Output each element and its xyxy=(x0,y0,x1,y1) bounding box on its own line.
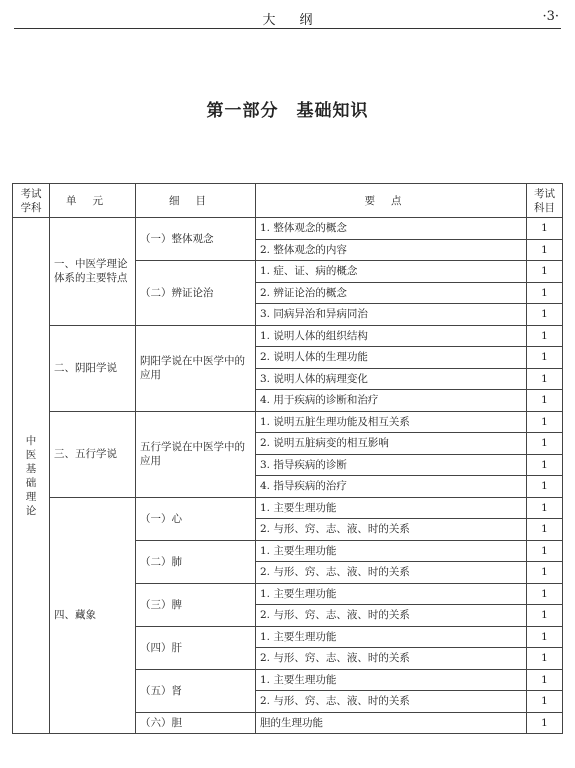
level-cell: 1 xyxy=(527,648,563,670)
level-cell: 1 xyxy=(527,562,563,584)
level-cell: 1 xyxy=(527,519,563,541)
unit-cell: 四、藏象 xyxy=(50,497,136,734)
point-cell: 1. 说明人体的组织结构 xyxy=(256,325,527,347)
unit-cell: 三、五行学说 xyxy=(50,411,136,497)
point-cell: 1. 主要生理功能 xyxy=(256,583,527,605)
level-cell: 1 xyxy=(527,282,563,304)
subject-char: 论 xyxy=(25,504,37,517)
header-points: 要点 xyxy=(256,184,527,218)
header-unit: 单元 xyxy=(50,184,136,218)
header-title: 大纲 xyxy=(262,13,337,28)
level-cell: 1 xyxy=(527,411,563,433)
point-cell: 1. 整体观念的概念 xyxy=(256,218,527,240)
point-cell: 2. 整体观念的内容 xyxy=(256,239,527,261)
point-cell: 1. 说明五脏生理功能及相互关系 xyxy=(256,411,527,433)
item-cell: （六）胆 xyxy=(136,712,256,734)
point-cell: 2. 说明人体的生理功能 xyxy=(256,347,527,369)
page-number: ·3· xyxy=(542,9,559,24)
unit-cell: 二、阴阳学说 xyxy=(50,325,136,411)
subject-char: 医 xyxy=(25,448,37,461)
subject-char: 中 xyxy=(25,434,37,447)
level-cell: 1 xyxy=(527,218,563,240)
level-cell: 1 xyxy=(527,239,563,261)
point-cell: 3. 指导疾病的诊断 xyxy=(256,454,527,476)
part-title: 第一部分 基础知识 xyxy=(206,101,369,121)
table-row xyxy=(13,411,563,433)
point-cell: 2. 说明五脏病变的相互影响 xyxy=(256,433,527,455)
point-cell: 4. 指导疾病的治疗 xyxy=(256,476,527,498)
point-cell: 1. 症、证、病的概念 xyxy=(256,261,527,283)
item-cell: （一）整体观念 xyxy=(136,218,256,261)
table-row xyxy=(13,325,563,347)
level-cell: 1 xyxy=(527,669,563,691)
item-cell: （二）肺 xyxy=(136,540,256,583)
header-subject: 考试 学科 xyxy=(13,184,50,218)
subject-char: 理 xyxy=(25,490,37,503)
point-cell: 2. 辨证论治的概念 xyxy=(256,282,527,304)
table-row xyxy=(13,218,563,240)
level-cell: 1 xyxy=(527,626,563,648)
point-cell: 胆的生理功能 xyxy=(256,712,527,734)
point-cell: 2. 与形、窍、志、液、时的关系 xyxy=(256,605,527,627)
level-cell: 1 xyxy=(527,712,563,734)
point-cell: 1. 主要生理功能 xyxy=(256,540,527,562)
level-cell: 1 xyxy=(527,261,563,283)
level-cell: 1 xyxy=(527,368,563,390)
level-cell: 1 xyxy=(527,433,563,455)
point-cell: 2. 与形、窍、志、液、时的关系 xyxy=(256,562,527,584)
item-cell: 五行学说在中医学中的应用 xyxy=(136,411,256,497)
level-cell: 1 xyxy=(527,476,563,498)
level-cell: 1 xyxy=(527,304,563,326)
subject-char: 基 xyxy=(25,462,37,475)
level-cell: 1 xyxy=(527,347,563,369)
item-cell: （五）肾 xyxy=(136,669,256,712)
level-cell: 1 xyxy=(527,497,563,519)
point-cell: 1. 主要生理功能 xyxy=(256,669,527,691)
subject-char: 础 xyxy=(25,476,37,489)
syllabus-table xyxy=(12,183,563,734)
header-level: 考试 科目 xyxy=(527,184,563,218)
point-cell: 2. 与形、窍、志、液、时的关系 xyxy=(256,519,527,541)
table-row xyxy=(13,497,563,519)
point-cell: 2. 与形、窍、志、液、时的关系 xyxy=(256,648,527,670)
point-cell: 3. 同病异治和异病同治 xyxy=(256,304,527,326)
point-cell: 3. 说明人体的病理变化 xyxy=(256,368,527,390)
level-cell: 1 xyxy=(527,583,563,605)
level-cell: 1 xyxy=(527,540,563,562)
item-cell: （四）肝 xyxy=(136,626,256,669)
point-cell: 1. 主要生理功能 xyxy=(256,626,527,648)
point-cell: 4. 用于疾病的诊断和治疗 xyxy=(256,390,527,412)
item-cell: 阴阳学说在中医学中的应用 xyxy=(136,325,256,411)
level-cell: 1 xyxy=(527,454,563,476)
unit-cell: 一、中医学理论体系的主要特点 xyxy=(50,218,136,326)
level-cell: 1 xyxy=(527,325,563,347)
item-cell: （一）心 xyxy=(136,497,256,540)
header-item: 细目 xyxy=(136,184,256,218)
page-header xyxy=(14,8,561,29)
level-cell: 1 xyxy=(527,605,563,627)
point-cell: 2. 与形、窍、志、液、时的关系 xyxy=(256,691,527,713)
point-cell: 1. 主要生理功能 xyxy=(256,497,527,519)
subject-cell xyxy=(13,218,50,734)
level-cell: 1 xyxy=(527,390,563,412)
item-cell: （三）脾 xyxy=(136,583,256,626)
level-cell: 1 xyxy=(527,691,563,713)
item-cell: （二）辨证论治 xyxy=(136,261,256,326)
